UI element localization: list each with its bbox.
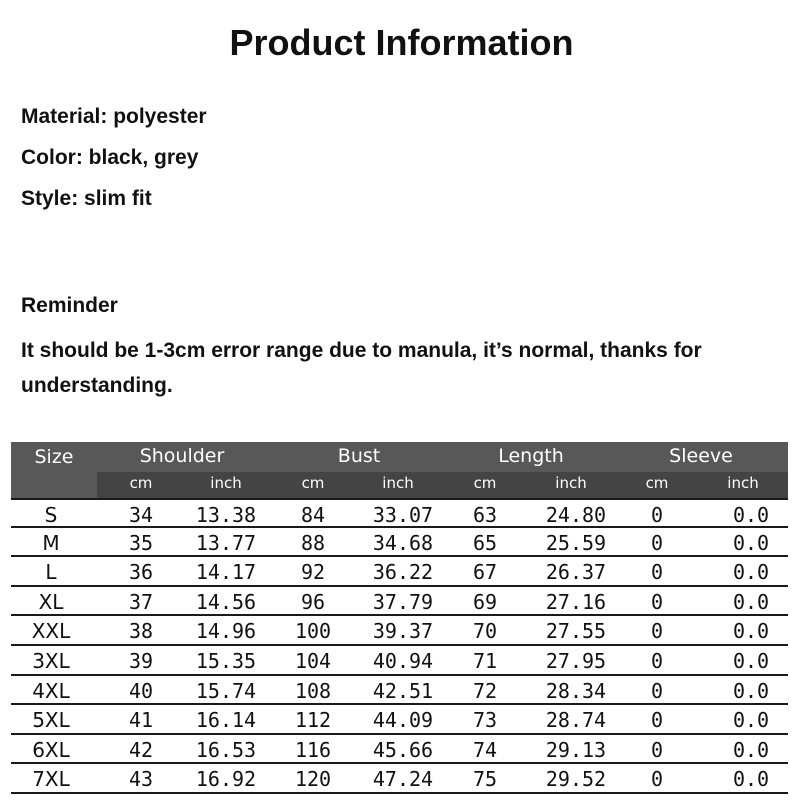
shoulder-cm-cell: 35 bbox=[128, 530, 154, 555]
reminder-text: It should be 1-3cm error range due to manula, it’s normal, thanks for understanding. bbox=[21, 339, 702, 397]
shoulder-header: Shoulder bbox=[139, 445, 225, 467]
shoulder-cm-cell: 37 bbox=[128, 589, 154, 614]
sleeve-cm-cell: 0 bbox=[650, 767, 664, 792]
shoulder-inch-cell: 15.74 bbox=[195, 678, 257, 703]
size-cell: XXL bbox=[31, 619, 71, 644]
sleeve-cm-cell: 0 bbox=[650, 737, 664, 762]
sleeve-inch-cell: 0.0 bbox=[732, 648, 770, 673]
sleeve-cm-cell: 0 bbox=[650, 648, 664, 673]
length-cm-cell: 72 bbox=[472, 678, 498, 703]
table-row bbox=[11, 705, 788, 735]
table-row bbox=[11, 498, 788, 528]
shoulder-cm-cell: 42 bbox=[128, 737, 154, 762]
shoulder-inch-header: inch bbox=[210, 474, 242, 492]
shoulder-cm-cell: 38 bbox=[128, 619, 154, 644]
bust-cm-cell: 116 bbox=[294, 737, 332, 762]
bust-cm-cell: 104 bbox=[294, 648, 332, 673]
color-line: Color: black, grey bbox=[21, 146, 199, 169]
table-row bbox=[11, 676, 788, 706]
sleeve-cm-cell: 0 bbox=[650, 503, 664, 527]
shoulder-inch-cell: 15.35 bbox=[195, 648, 257, 673]
bust-header: Bust bbox=[337, 445, 381, 467]
length-cm-cell: 65 bbox=[472, 530, 498, 555]
length-inch-cell: 27.16 bbox=[545, 589, 607, 614]
size-cell: 6XL bbox=[32, 737, 70, 762]
table-header bbox=[11, 442, 788, 498]
size-chart-table bbox=[11, 442, 788, 794]
bust-cm-cell: 96 bbox=[300, 589, 326, 614]
table-row bbox=[11, 646, 788, 676]
bust-inch-cell: 42.51 bbox=[372, 678, 434, 703]
size-cell: 3XL bbox=[32, 648, 70, 673]
shoulder-cm-cell: 39 bbox=[128, 648, 154, 673]
sleeve-inch-cell: 0.0 bbox=[732, 589, 770, 614]
table-row bbox=[11, 735, 788, 765]
size-cell: L bbox=[45, 560, 57, 585]
material-line: Material: polyester bbox=[21, 105, 207, 128]
bust-inch-header: inch bbox=[382, 474, 414, 492]
size-cell: S bbox=[44, 503, 58, 527]
length-inch-header: inch bbox=[555, 474, 587, 492]
shoulder-inch-cell: 16.14 bbox=[195, 708, 257, 733]
table-row bbox=[11, 764, 788, 794]
sleeve-cm-cell: 0 bbox=[650, 530, 664, 555]
bust-inch-cell: 36.22 bbox=[372, 560, 434, 585]
bust-cm-cell: 88 bbox=[300, 530, 326, 555]
bust-cm-cell: 108 bbox=[294, 678, 332, 703]
sleeve-inch-cell: 0.0 bbox=[732, 678, 770, 703]
sleeve-cm-cell: 0 bbox=[650, 589, 664, 614]
length-cm-cell: 74 bbox=[472, 737, 498, 762]
size-cell: M bbox=[42, 530, 60, 555]
size-column-header: Size bbox=[34, 446, 74, 468]
size-cell: 5XL bbox=[32, 708, 70, 733]
table-row bbox=[11, 587, 788, 617]
bust-cm-cell: 100 bbox=[294, 619, 332, 644]
shoulder-cm-cell: 36 bbox=[128, 560, 154, 585]
size-cell: XL bbox=[38, 589, 64, 614]
bust-inch-cell: 37.79 bbox=[372, 589, 434, 614]
length-cm-header: cm bbox=[473, 474, 497, 492]
shoulder-cm-header: cm bbox=[129, 474, 153, 492]
bust-inch-cell: 33.07 bbox=[372, 503, 434, 527]
sleeve-cm-header: cm bbox=[645, 474, 669, 492]
shoulder-cm-cell: 40 bbox=[128, 678, 154, 703]
shoulder-inch-cell: 13.38 bbox=[195, 503, 257, 527]
sleeve-inch-header: inch bbox=[727, 474, 759, 492]
shoulder-inch-cell: 14.17 bbox=[195, 560, 257, 585]
length-inch-cell: 29.13 bbox=[545, 737, 607, 762]
sleeve-cm-cell: 0 bbox=[650, 708, 664, 733]
length-inch-cell: 27.55 bbox=[545, 619, 607, 644]
length-inch-cell: 26.37 bbox=[545, 560, 607, 585]
sleeve-inch-cell: 0.0 bbox=[732, 708, 770, 733]
length-cm-cell: 70 bbox=[472, 619, 498, 644]
bust-cm-cell: 120 bbox=[294, 767, 332, 792]
length-inch-cell: 25.59 bbox=[545, 530, 607, 555]
table-body bbox=[11, 498, 788, 794]
bust-inch-cell: 45.66 bbox=[372, 737, 434, 762]
length-inch-cell: 24.80 bbox=[545, 503, 607, 527]
page-title: Product Information bbox=[229, 22, 574, 63]
bust-cm-cell: 84 bbox=[300, 503, 326, 527]
table-row bbox=[11, 616, 788, 646]
bust-inch-cell: 44.09 bbox=[372, 708, 434, 733]
table-row bbox=[11, 557, 788, 587]
bust-cm-cell: 112 bbox=[294, 708, 332, 733]
bust-cm-cell: 92 bbox=[300, 560, 326, 585]
sleeve-inch-cell: 0.0 bbox=[732, 503, 770, 527]
shoulder-inch-cell: 14.56 bbox=[195, 589, 257, 614]
length-cm-cell: 69 bbox=[472, 589, 498, 614]
shoulder-cm-cell: 41 bbox=[128, 708, 154, 733]
shoulder-inch-cell: 13.77 bbox=[195, 530, 257, 555]
table-row bbox=[11, 528, 788, 558]
length-inch-cell: 28.34 bbox=[545, 678, 607, 703]
sleeve-inch-cell: 0.0 bbox=[732, 560, 770, 585]
bust-inch-cell: 40.94 bbox=[372, 648, 434, 673]
shoulder-inch-cell: 16.92 bbox=[195, 767, 257, 792]
shoulder-inch-cell: 14.96 bbox=[195, 619, 257, 644]
length-cm-cell: 67 bbox=[472, 560, 498, 585]
length-inch-cell: 28.74 bbox=[545, 708, 607, 733]
bust-inch-cell: 39.37 bbox=[372, 619, 434, 644]
size-cell: 7XL bbox=[32, 767, 70, 792]
length-cm-cell: 73 bbox=[472, 708, 498, 733]
bust-inch-cell: 34.68 bbox=[372, 530, 434, 555]
bust-inch-cell: 47.24 bbox=[372, 767, 434, 792]
length-header: Length bbox=[498, 445, 564, 467]
sleeve-header: Sleeve bbox=[669, 445, 733, 467]
length-inch-cell: 27.95 bbox=[545, 648, 607, 673]
size-cell: 4XL bbox=[32, 678, 70, 703]
sleeve-cm-cell: 0 bbox=[650, 619, 664, 644]
length-cm-cell: 63 bbox=[472, 503, 498, 527]
sleeve-inch-cell: 0.0 bbox=[732, 737, 770, 762]
shoulder-cm-cell: 34 bbox=[128, 503, 154, 527]
sleeve-inch-cell: 0.0 bbox=[732, 619, 770, 644]
sleeve-inch-cell: 0.0 bbox=[732, 767, 770, 792]
length-cm-cell: 71 bbox=[472, 648, 498, 673]
sleeve-inch-cell: 0.0 bbox=[732, 530, 770, 555]
bust-cm-header: cm bbox=[301, 474, 325, 492]
shoulder-inch-cell: 16.53 bbox=[195, 737, 257, 762]
sleeve-cm-cell: 0 bbox=[650, 560, 664, 585]
sleeve-cm-cell: 0 bbox=[650, 678, 664, 703]
shoulder-cm-cell: 43 bbox=[128, 767, 154, 792]
style-line: Style: slim fit bbox=[21, 187, 152, 210]
length-inch-cell: 29.52 bbox=[545, 767, 607, 792]
length-cm-cell: 75 bbox=[472, 767, 498, 792]
reminder-heading: Reminder bbox=[21, 294, 118, 317]
